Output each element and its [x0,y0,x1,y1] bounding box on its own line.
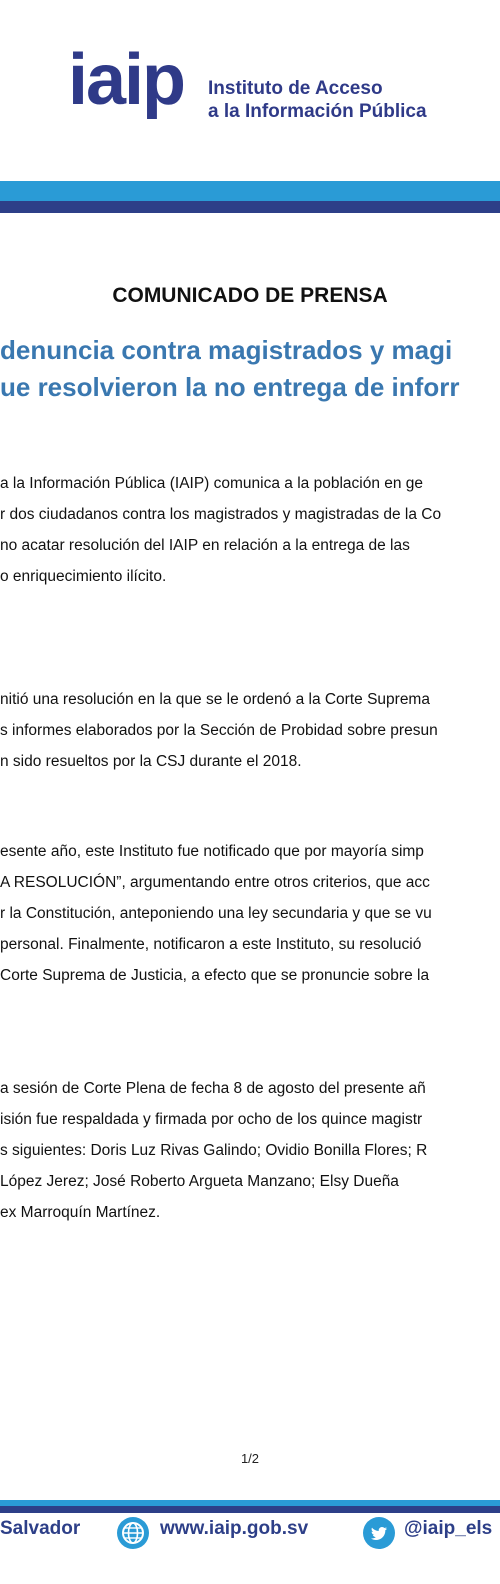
document-heading: COMUNICADO DE PRENSA [112,284,388,307]
institution-line-1: Instituto de Acceso [208,78,383,99]
page-number: 1/2 [240,1451,260,1466]
globe-icon [117,1517,149,1549]
paragraph-line: López Jerez; José Roberto Argueta Manzano; Elsy Dueña [0,1173,399,1190]
paragraph-line: a la Información Pública (IAIP) comunica a la población en ge [0,475,424,492]
paragraph-line: esente año, este Instituto fue notificado que por mayoría simp [0,843,424,860]
paragraph-line: Corte Suprema de Justicia, a efecto que se pronuncie sobre la [0,967,430,984]
institution-line-2: a la Información Pública [208,101,427,122]
header-bar-light [0,181,500,201]
paragraph-line: isión fue respaldada y firmada por ocho de los quince magistr [0,1111,423,1128]
iaip-logo: iaip [68,40,185,120]
paragraph-line: s siguientes: Doris Luz Rivas Galindo; Ovidio Bonilla Flores; R [0,1142,428,1159]
paragraph-line: a sesión de Corte Plena de fecha 8 de agosto del presente añ [0,1080,426,1097]
paragraph-line: A RESOLUCIÓN”, argumentando entre otros criterios, que acc [0,874,430,891]
paragraph-3 [0,836,500,991]
paragraph-line: ex Marroquín Martínez. [0,1204,161,1221]
subtitle-line: ue resolvieron la no entrega de inforr [0,372,460,402]
institution-name [208,77,427,123]
paragraph-2 [0,684,500,777]
document-subtitle [0,332,459,406]
paragraph-1 [0,468,500,592]
paragraph-line: s informes elaborados por la Sección de Probidad sobre presun [0,722,438,739]
subtitle-line: denuncia contra magistrados y magi [0,335,453,365]
footer-website-link[interactable]: www.iaip.gob.sv [160,1518,309,1539]
footer-bar-dark [0,1506,500,1513]
footer-location: Salvador [0,1518,81,1539]
header-bar-dark [0,201,500,213]
paragraph-line: o enriquecimiento ilícito. [0,568,167,585]
paragraph-line: r dos ciudadanos contra los magistrados y magistradas de la Co [0,506,442,523]
paragraph-line: personal. Finalmente, notificaron a este Instituto, su resolució [0,936,422,953]
paragraph-line: nitió una resolución en la que se le ordenó a la Corte Suprema [0,691,430,708]
paragraph-4 [0,1073,500,1228]
twitter-icon [363,1517,395,1549]
footer-twitter-handle[interactable]: @iaip_els [404,1518,493,1539]
paragraph-line: no acatar resolución del IAIP en relación a la entrega de las [0,537,410,554]
paragraph-line: r la Constitución, anteponiendo una ley secundaria y que se vu [0,905,432,922]
paragraph-line: n sido resueltos por la CSJ durante el 2018. [0,753,302,770]
